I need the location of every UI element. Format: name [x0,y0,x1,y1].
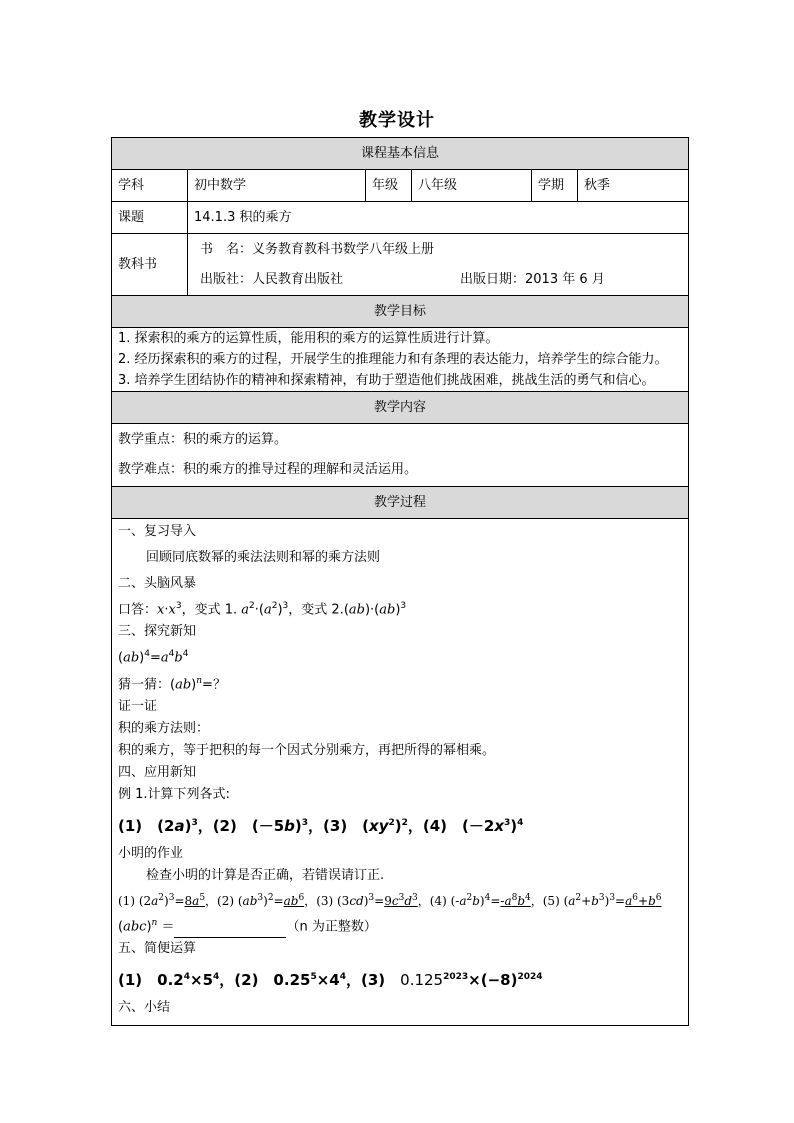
answer-blank [174,923,286,938]
goal-item: 2. 经历探索积的乘方的过程，开展学生的推理能力和有条理的表达能力，培养学生的综合能力。 [118,352,668,367]
grade-value: 八年级 [412,170,532,202]
subject-label: 学科 [112,170,188,202]
section-content: 教学内容 [112,392,689,424]
process-heading-4: 四、应用新知 [118,764,197,780]
section-goals: 教学目标 [112,296,689,328]
topic-value: 14.1.3 积的乘方 [188,202,689,234]
subject-value: 初中数学 [188,170,366,202]
check-text: 检查小明的计算是否正确，若错误请订正. [146,867,385,883]
process-heading-5: 五、简便运算 [118,941,197,957]
topic-label: 课题 [112,202,188,234]
lesson-plan-table [111,137,689,1026]
term-label: 学期 [532,170,578,202]
process-cell [112,519,689,1026]
process-heading-3: 三、探究新知 [118,624,197,640]
simplify-expressions: (1) $0.2^4\times 5^4$，(2) $0.25^5\times 4^4$，(3) $0.125^{2023}\times(-8)^{2024}$ [118,971,543,990]
document-title: 教学设计 [359,110,435,131]
publisher: 出版社：人民教育出版社 [200,271,344,287]
content-cell [112,424,689,487]
key-point: 教学重点：积的乘方的运算。 [118,432,288,447]
homework-title: 小明的作业 [118,845,184,861]
section-process: 教学过程 [112,487,689,519]
formula-ab4: $(ab)^4=a^4b^4$ [118,649,189,666]
publish-date: 出版日期：2013 年 6 月 [460,271,605,287]
abc-power-line: (abc)$^n$ ＝ （n 为正整数） [118,912,682,938]
review-text: 回顾同底数幂的乘法法则和幂的乘方法则 [146,550,381,565]
process-heading-6: 六、小结 [118,1000,171,1016]
example-title: 例 1.计算下列各式: [118,786,230,802]
process-heading-1: 一、复习导入 [118,524,197,539]
prove-text: 证一证 [118,698,158,714]
difficult-point: 教学难点：积的乘方的推导过程的理解和灵活运用。 [118,462,418,477]
term-value: 秋季 [578,170,689,202]
example-expressions: (1) $(2a)^3$，(2) $(-5b)^3$，(3) $(xy^2)^2$，(4) $(-2x^3)^4$ [118,816,524,835]
rule-title: 积的乘方法则： [118,720,210,736]
publisher-row [194,265,682,295]
textbook-label: 教科书 [112,234,188,296]
rule-text: 积的乘方，等于把积的每一个因式分别乘方，再把所得的幂相乘。 [118,742,496,758]
oral-exercise: 口答：$x\cdot x^3$，变式 1. $a^2\cdot(a^2)^3$，变式 2.(ab)·(ab)$^3$ [118,601,407,618]
section-basic-info: 课程基本信息 [112,138,689,170]
grade-label: 年级 [366,170,412,202]
process-heading-2: 二、头脑风暴 [118,576,197,591]
goal-item: 3. 培养学生团结协作的精神和探索精神，有助于塑造他们挑战困难，挑战生活的勇气和信心。 [118,373,655,388]
textbook-name: 书 名：义务教育教科书数学八年级上册 [200,241,435,257]
homework-items: (1) $(2a^2)^3=8a^5$，(2) $(ab^3)^2=ab^6$，(3) $(3cd)^3=9c^3d^3$，(4) $(-a^2b)^4=-a^8b^4$，(5) $(a^2+b^3)^3=a^6+b^6$ [118,892,662,908]
guess-line: 猜一猜：(ab)$^n$=？ [118,675,226,692]
textbook-info [188,234,689,296]
goal-item: 1. 探索积的乘方的运算性质，能用积的乘方的运算性质进行计算。 [118,331,499,346]
goals-cell [112,328,689,392]
